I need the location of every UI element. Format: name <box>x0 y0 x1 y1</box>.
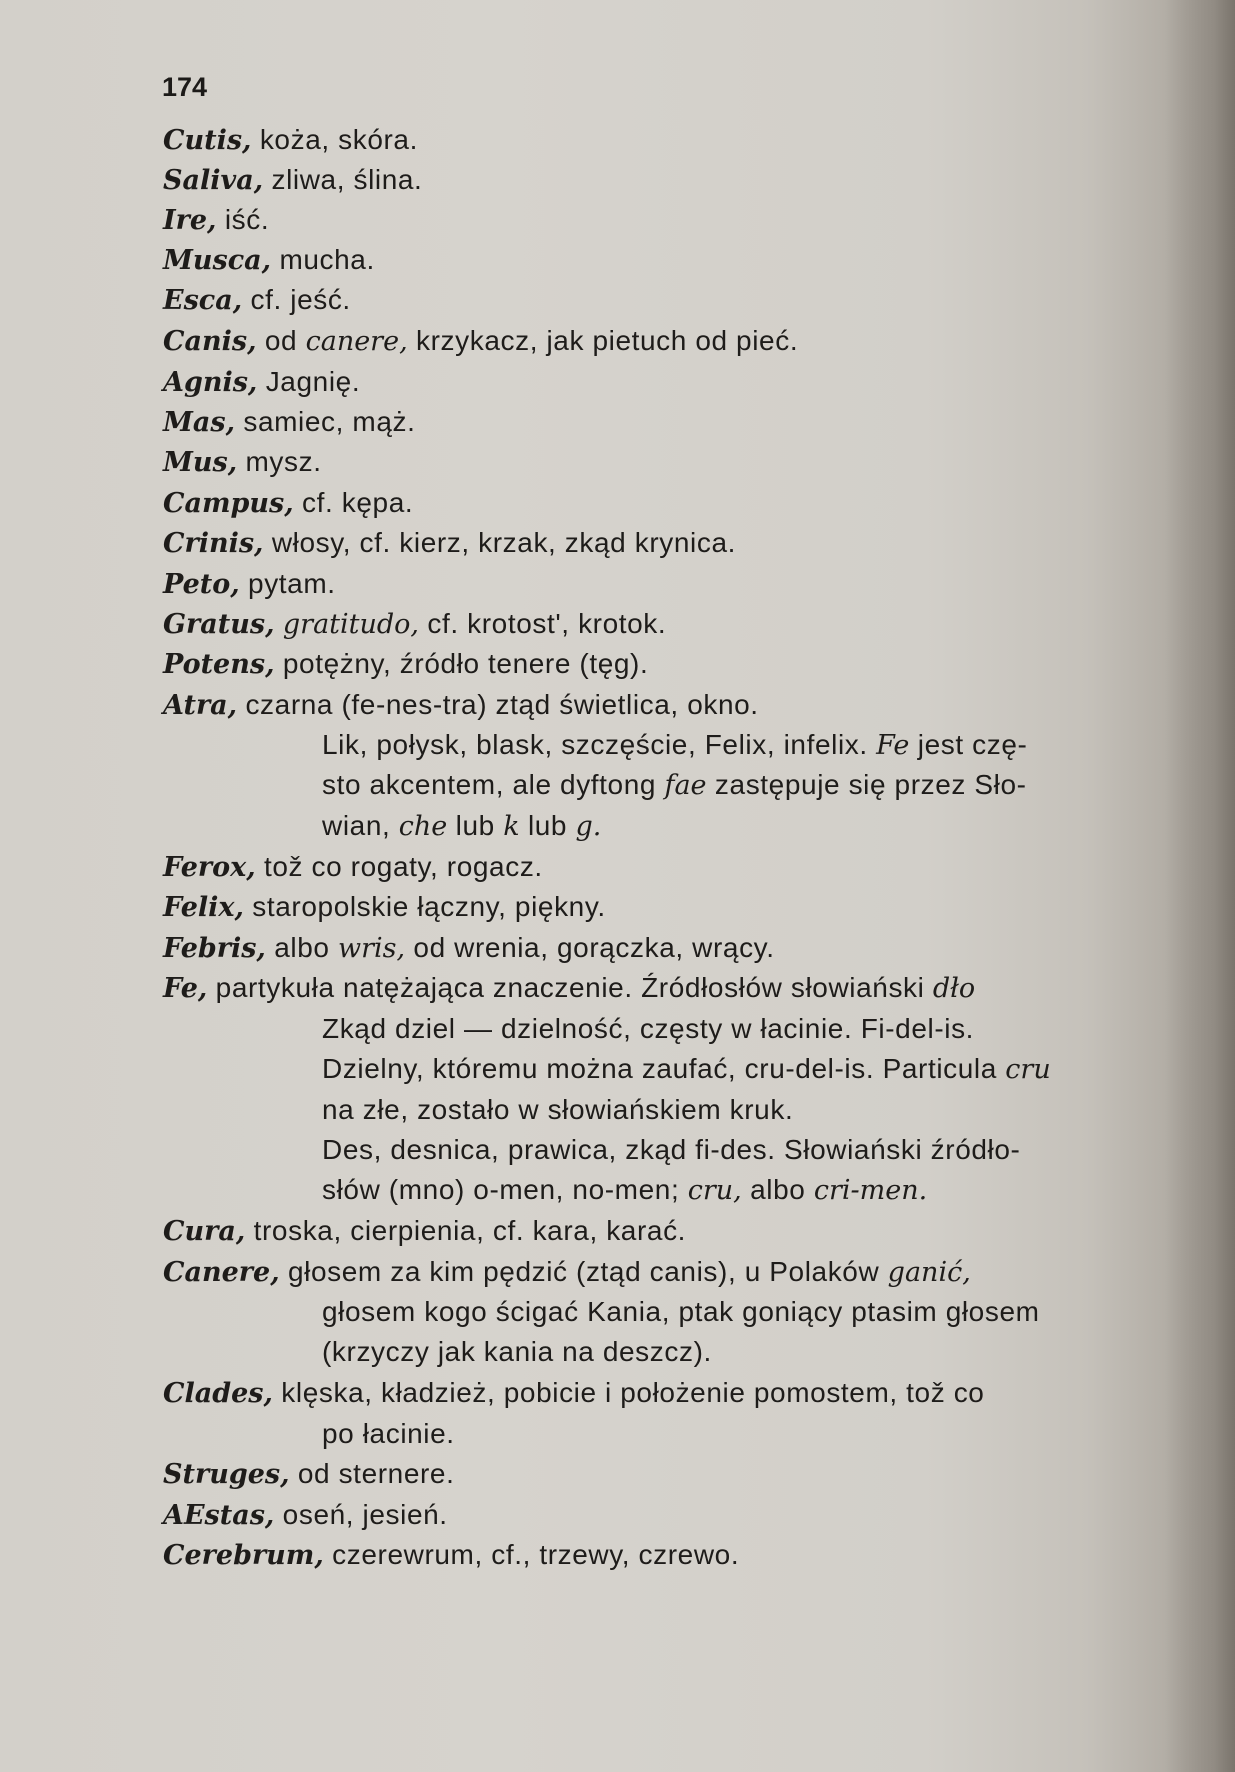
entry-line <box>163 1256 971 1288</box>
entry-head: Cerebrum, <box>163 1540 324 1571</box>
entry-head: Saliva, <box>163 165 264 196</box>
entry-text: klęska, kładzież, pobicie i położenie pomostem, tož co <box>272 1377 985 1408</box>
entry-line <box>163 972 975 1004</box>
entry-line <box>163 1377 984 1409</box>
entry-line <box>163 1539 739 1571</box>
entry-line <box>163 608 666 640</box>
paragraph-italic: fae <box>664 770 707 801</box>
entry-text: pytam. <box>239 568 336 599</box>
entry-head: Gratus, <box>163 609 275 640</box>
entry-head: Esca, <box>163 285 243 316</box>
page-number: 174 <box>162 72 208 102</box>
entry-line <box>163 648 648 680</box>
paragraph-line <box>322 810 601 842</box>
entry-head: Canis, <box>163 326 257 357</box>
paragraph-italic: cru, <box>687 1175 742 1206</box>
paragraph-text: zastępuje się przez Sło- <box>706 769 1027 800</box>
entry-text: Jagnię. <box>257 366 361 397</box>
entry-line <box>163 446 322 478</box>
entry-text: partykuła natężająca znaczenie. Źródłosłów słowiański <box>207 972 933 1003</box>
entry-line <box>163 284 351 316</box>
entry-line <box>163 568 336 600</box>
entry-text: od wrenia, gorączka, wrący. <box>405 932 775 963</box>
entry-italic: canere, <box>305 326 408 357</box>
entry-line <box>163 1499 448 1531</box>
entry-line <box>163 164 422 196</box>
entry-head: Canere, <box>163 1257 280 1288</box>
paragraph-text: Lik, połysk, blask, szczęście, Felix, infelix. <box>322 729 877 760</box>
entry-text: albo <box>265 932 338 963</box>
entry-text: iść. <box>216 204 270 235</box>
entry-line <box>163 124 418 156</box>
entry-head: Clades, <box>163 1378 273 1409</box>
entry-italic: gratitudo, <box>282 609 420 640</box>
entry-head: Ire, <box>163 205 217 236</box>
paragraph-text: jest czę- <box>909 729 1028 760</box>
entry-line <box>163 527 736 559</box>
entry-head: Fe, <box>163 973 208 1004</box>
entry-text: czarna (fe-nes-tra) ztąd świetlica, okno. <box>237 689 759 720</box>
entry-head: Struges, <box>163 1459 290 1490</box>
entry-line <box>163 204 269 236</box>
entry-head: Febris, <box>163 933 266 964</box>
entry-line <box>163 366 360 398</box>
entry-head: Atra, <box>163 690 238 721</box>
entry-text: krzykacz, jak pietuch od pieć. <box>407 325 799 356</box>
entry-line <box>163 406 416 438</box>
entry-head: Peto, <box>163 569 240 600</box>
entry-line <box>163 891 606 923</box>
paragraph-text: lub <box>519 810 576 841</box>
entry-line <box>163 244 375 276</box>
paragraph-text: słów (mno) o-men, no-men; <box>322 1174 688 1205</box>
paragraph-italic: cri-men. <box>813 1175 928 1206</box>
entry-text: staropolskie łączny, piękny. <box>243 891 606 922</box>
paragraph-line: głosem kogo ścigać Kania, ptak goniący ptasim głosem <box>322 1296 1040 1327</box>
paragraph-text: albo <box>741 1174 814 1205</box>
paragraph-line <box>322 1053 1051 1085</box>
entry-text: cf. kępa. <box>293 487 414 518</box>
entry-text: od sternere. <box>289 1458 455 1489</box>
entry-text: cf. krotost', krotok. <box>419 608 667 639</box>
paragraph-line <box>322 769 1027 801</box>
entry-text: oseń, jesień. <box>274 1499 448 1530</box>
entry-italic: dło <box>932 973 976 1004</box>
paragraph-text: wian, <box>322 810 399 841</box>
entry-head: AEstas, <box>163 1500 275 1531</box>
entry-head: Cura, <box>163 1216 246 1247</box>
entry-text: od <box>256 325 306 356</box>
paragraph-line: (krzyczy jak kania na deszcz). <box>322 1336 712 1367</box>
entry-line <box>163 1458 454 1490</box>
entry-text: czerewrum, cf., trzewy, czrewo. <box>323 1539 740 1570</box>
entry-text: głosem za kim pędzić (ztąd canis), u Polaków <box>279 1256 888 1287</box>
entry-head: Mas, <box>163 407 235 438</box>
entry-head: Musca, <box>163 245 272 276</box>
entry-text: potężny, źródło tenere (tęg). <box>274 648 649 679</box>
paragraph-text: Dzielny, któremu można zaufać, cru-del-is. Particula <box>322 1053 1006 1084</box>
entry-line <box>163 1215 686 1247</box>
entry-text: włosy, cf. kierz, krzak, zkąd krynica. <box>263 527 737 558</box>
entry-line <box>163 851 543 883</box>
paragraph-italic: cru <box>1005 1054 1051 1085</box>
entry-head: Campus, <box>163 488 294 519</box>
entry-italic: ganić, <box>887 1257 971 1288</box>
paragraph-italic: k <box>503 811 520 842</box>
paragraph-text: lub <box>447 810 504 841</box>
entry-text: tož co rogaty, rogacz. <box>255 851 543 882</box>
paragraph-italic: g. <box>575 811 602 842</box>
entry-head: Felix, <box>163 892 244 923</box>
entry-text: zliwa, ślina. <box>263 164 423 195</box>
entry-line <box>163 487 413 519</box>
entry-text: cf. jeść. <box>242 284 351 315</box>
entry-text: samiec, mąż. <box>234 406 416 437</box>
entry-head: Agnis, <box>163 367 258 398</box>
entry-text <box>274 608 282 639</box>
entry-line <box>163 932 775 964</box>
paragraph-line <box>322 729 1027 761</box>
entry-text: mucha. <box>271 244 375 275</box>
entry-head: Mus, <box>163 447 238 478</box>
paragraph-line <box>322 1174 927 1206</box>
paragraph-text: sto akcentem, ale dyftong <box>322 769 665 800</box>
entry-line <box>163 325 798 357</box>
entry-text: koża, skóra. <box>251 124 418 155</box>
paragraph-italic: Fe <box>876 730 910 761</box>
entry-line <box>163 689 759 721</box>
paragraph-line: na złe, zostało w słowiańskiem kruk. <box>322 1094 794 1125</box>
entry-head: Crinis, <box>163 528 264 559</box>
paragraph-italic: che <box>398 811 448 842</box>
paragraph-line: Des, desnica, prawica, zkąd fi-des. Słowiański źródło- <box>322 1134 1021 1165</box>
entry-text: mysz. <box>237 446 322 477</box>
paragraph-line: po łacinie. <box>322 1418 455 1449</box>
entry-head: Cutis, <box>163 125 252 156</box>
paragraph-line: Zkąd dziel — dzielność, częsty w łacinie. Fi-del-is. <box>322 1013 975 1044</box>
entry-text: troska, cierpienia, cf. kara, karać. <box>245 1215 687 1246</box>
entry-italic: wris, <box>337 933 406 964</box>
entry-head: Ferox, <box>163 852 256 883</box>
entry-head: Potens, <box>163 649 275 680</box>
